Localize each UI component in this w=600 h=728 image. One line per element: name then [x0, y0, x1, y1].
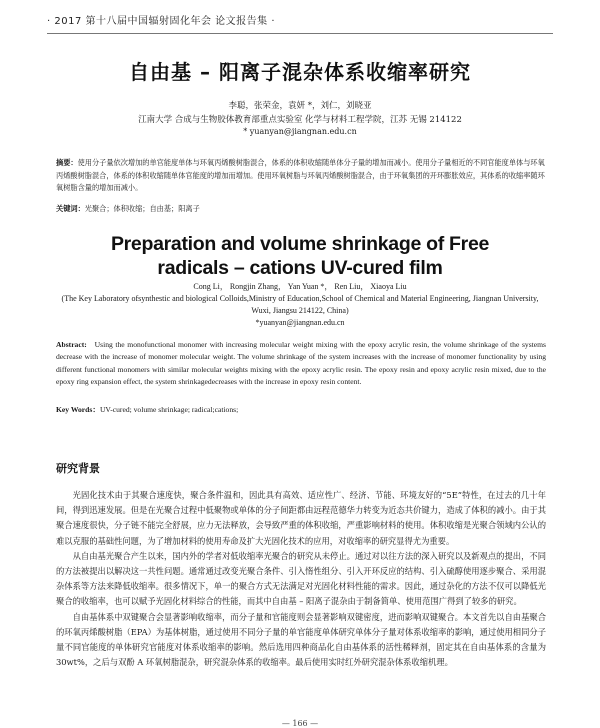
- english-abstract-label: Abstract:: [56, 340, 87, 349]
- running-header: · 2017 第十八届中国辐射固化年会 论文报告集 ·: [47, 12, 553, 34]
- chinese-keywords-label: 关键词：: [56, 204, 85, 213]
- body-paragraph: 自由基体系中双键聚合会显著影响收缩率，而分子量和官能度则会显著影响双键密度，进而影响双键聚合。本文首先以自由基聚合的环氧丙烯酸树脂（EPA）为基体树脂，通过使用不同分子量的单官能度单体研究单体分子量对体系收缩率的影响，通过使用相同分子量不同官能度的单体研究官能度对体系收缩率的影响。然后选用四种商品化自由基体系的活性稀释剂，固定其在自由基体系的含量为 30wt%，之后与双酚 A 环氧树脂混杂，研究混杂体系的收缩率。最后使用实时红外研究混杂体系收缩机理。: [56, 611, 546, 668]
- chinese-email: * yuanyan@jiangnan.edu.cn: [243, 127, 357, 136]
- english-title-line-1: Preparation and volume shrinkage of Free: [110, 233, 490, 255]
- body-paragraph: 从自由基光聚合产生以来，国内外的学者对低收缩率光聚合的研究从未停止。通过对以往方法的深入研究以及新观点的提出，不同的方法被提出以解决这一共性问题。通常通过改变光聚合条件、引入惰性组分、引入开环反应的结构、引入硫醇使用逐步聚合、采用混杂体系等方法来降低收缩率。很多情况下，单一的聚合方式无法满足对光固化材料性能的需求。因此，通过杂化的方法不仅可以降低光聚合的收缩率，也可以赋予光固化材料综合的性能，而其中自由基 – 阳离子混杂由于制备简单、使用范围广得到了较多的研究。: [56, 550, 546, 607]
- chinese-authors: 李聪，张荣金，袁妍 *，刘仁，刘晓亚: [228, 101, 372, 111]
- english-abstract: [56, 339, 546, 388]
- english-keywords-label: Key Words：: [56, 405, 100, 414]
- chinese-affiliation: 江南大学 合成与生物胶体教育部重点实验室 化学与材料工程学院，江苏 无锡 214122: [138, 115, 462, 125]
- body-text: [56, 488, 546, 670]
- chinese-abstract: [56, 157, 546, 195]
- page-number: — 166 —: [281, 719, 319, 728]
- english-authors: Cong Li， Rongjin Zhang， Yan Yuan *， Ren Liu， Xiaoya Liu: [193, 282, 407, 291]
- english-abstract-text: Using the monofunctional monomer with increasing molecular weight mixing with the epoxy acrylic resin, the volume shrinkage of the systems decrease with the increase of monomer molecular weight. The volume shrinkage of the system increases with the increase of monomer functionality by using different functional monomers with similar molecular weights mixing with the epoxy acrylic resin. The epoxy resin and epoxy acrylic resin mixed, due to the epoxy ring expansion effect, the system shrinkagedecreases with the increase in epoxy resin content.: [56, 340, 546, 386]
- english-keywords: [56, 404, 546, 415]
- chinese-title: 自由基 – 阳离子混杂体系收缩率研究: [129, 60, 471, 84]
- chinese-abstract-text: 使用分子量依次增加的单官能度单体与环氧丙烯酸树脂混合，体系的体积收缩随单体分子量的增加而减小。使用分子量相近的不同官能度单体与环氧丙烯酸树脂混合，体系的体积收缩随单体官能度的增加而增加。使用环氧树脂与环氧丙烯酸树脂混合，由于环氧集团的开环膨胀效应，其体系的收缩率随环氧树脂含量的增加而减小。: [56, 158, 545, 193]
- english-title: [0, 232, 600, 280]
- body-paragraph: 光固化技术由于其聚合速度快，聚合条件温和，因此具有高效、适应性广、经济、节能、环境友好的“5E”特性，在过去的几十年间，得到迅速发展。但是在光聚合过程中低聚物或单体的分子间距都由远程范德华力转变为近态共价键力，造成了体积的减小。由于其聚合速度很快，分子链不能完全舒展，应力无法释放，会导致严重的体积收缩，严重影响材料的使用。体积收缩是光聚合领域内公认的难以克服的基础性问题，为了增加材料的使用寿命及扩大光固化技术的应用，对收缩率的研究显得尤为重要。: [56, 490, 546, 546]
- english-email: *yuanyan@jiangnan.edu.cn: [255, 318, 345, 327]
- english-affiliation: (The Key Laboratory ofsynthestic and biological Colloids,Ministry of Education,School of Chemical and Material Engineering, Jiangnan University, Wuxi, Jiangsu 214122, China): [61, 294, 539, 315]
- chinese-keywords: [56, 204, 546, 214]
- english-title-line-2: radicals – cations UV-cured film: [157, 257, 443, 279]
- chinese-keywords-text: 光聚合；体积收缩；自由基；阳离子: [84, 204, 200, 213]
- english-keywords-text: UV-cured; volume shrinkage; radical;cations;: [99, 405, 239, 414]
- section-heading: 研究背景: [56, 462, 100, 475]
- chinese-abstract-label: 摘要：: [56, 158, 78, 167]
